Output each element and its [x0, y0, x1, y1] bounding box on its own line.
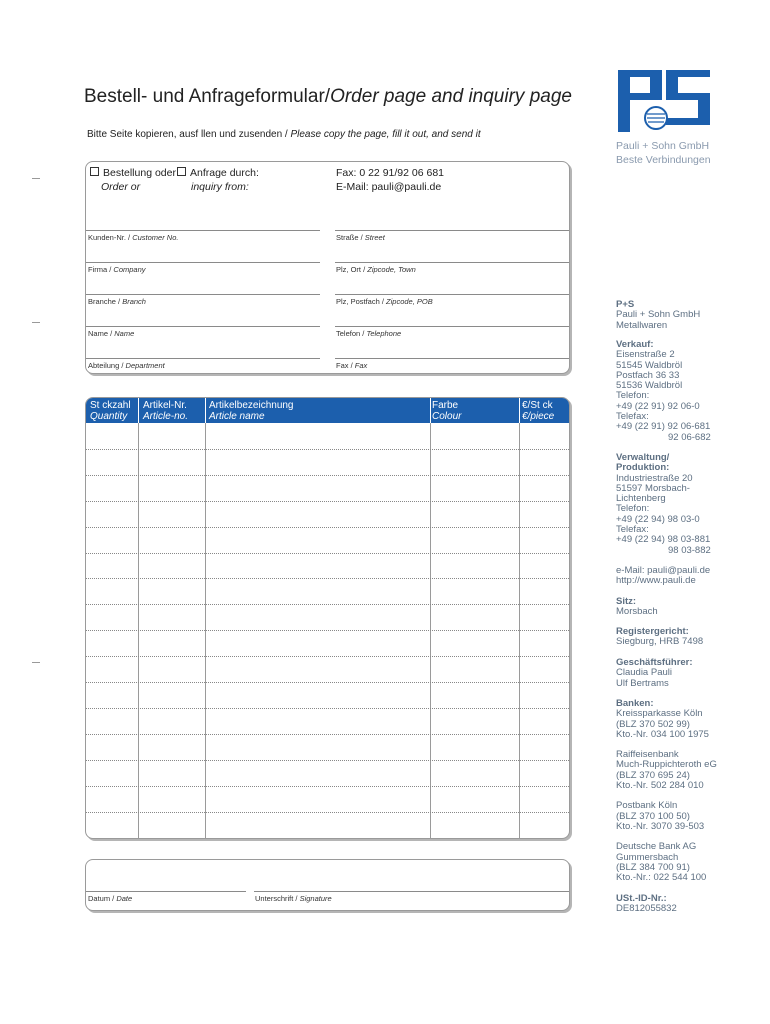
fax-number: Fax: 0 22 91/92 06 681 [336, 167, 444, 179]
sidebar-sales: Verkauf: Eisenstraße 2 51545 Waldbröl Postfach 36 33 51536 Waldbröl Telefon: +49 (22 91) 92 06-0 Telefax: +49 (22 91) 92 06-681 92 06-682 [616, 339, 711, 443]
name-field[interactable] [86, 326, 320, 327]
pob-label: Plz, Postfach / Zipcode, POB [336, 297, 433, 306]
inquiry-option[interactable]: Anfrage durch: [177, 167, 259, 179]
date-label: Datum / Date [88, 894, 133, 903]
pob-field[interactable] [335, 294, 569, 295]
street-label: Straße / Street [336, 233, 385, 242]
table-row[interactable] [86, 708, 569, 709]
department-field[interactable] [86, 358, 320, 359]
sidebar-administration: Verwaltung/ Produktion: Industriestraße 20 51597 Morsbach- Lichtenberg Telefon: +49 (22 94) 98 03-0 Telefax: +49 (22 94) 98 03-881 98 03-882 [616, 452, 711, 556]
table-row[interactable] [86, 812, 569, 813]
header-divider [138, 398, 139, 423]
phone-field[interactable] [335, 326, 569, 327]
name-label: Name / Name [88, 329, 135, 338]
order-label-en: Order or [101, 181, 141, 193]
email-address: E-Mail: pauli@pauli.de [336, 181, 442, 193]
header-divider [205, 398, 206, 423]
contact-panel [85, 161, 570, 374]
order-option[interactable]: Bestellung oder [90, 167, 176, 179]
signature-label: Unterschrift / Signature [255, 894, 332, 903]
header-divider [430, 398, 431, 423]
signature-panel [85, 859, 570, 911]
company-name: Pauli + Sohn GmbH [616, 140, 710, 152]
fax-field[interactable] [335, 358, 569, 359]
branch-label: Branche / Branch [88, 297, 146, 306]
email-link[interactable]: e-Mail: pauli@pauli.de [616, 565, 711, 576]
website-link[interactable]: http://www.pauli.de [616, 575, 696, 587]
fold-mark [32, 178, 40, 179]
date-field[interactable] [86, 891, 246, 892]
sidebar-register: Registergericht: Siegburg, HRB 7498 [616, 626, 704, 648]
company-label: Firma / Company [88, 265, 146, 274]
sidebar-company: P+S Pauli + Sohn GmbH Metallwaren [616, 299, 701, 331]
table-row[interactable] [86, 630, 569, 631]
table-row[interactable] [86, 553, 569, 554]
sidebar-seat: Sitz: Morsbach [616, 596, 658, 618]
column-quantity: St ckzahl Quantity [90, 400, 131, 422]
table-row[interactable] [86, 682, 569, 683]
header-divider [519, 398, 520, 423]
zip-town-field[interactable] [335, 262, 569, 263]
table-row[interactable] [86, 604, 569, 605]
phone-label: Telefon / Telephone [336, 329, 402, 338]
column-article-no: Artikel-Nr. Article-no. [143, 400, 189, 422]
sidebar-banks: Banken: Kreissparkasse Köln (BLZ 370 502 99) Kto.-Nr. 034 100 1975 Raiffeisenbank Much-Ruppichteroth eG (BLZ 370 695 24) Kto.-Nr. 502 284 010 Postbank Köln (BLZ 370 100 50) Kto.-Nr. 3070 39-503 Deutsche Bank AG Gummersbach (BLZ 384 700 91) Kto.-Nr.: 022 544 100 [616, 698, 717, 884]
inquiry-checkbox[interactable] [177, 167, 186, 176]
fax-label: Fax / Fax [336, 361, 368, 370]
table-row[interactable] [86, 760, 569, 761]
company-tagline: Beste Verbindungen [616, 154, 711, 166]
page-title: Bestell- und Anfrageformular/Order page and inquiry page [84, 86, 572, 107]
order-table-header [86, 398, 569, 423]
street-field[interactable] [335, 230, 569, 231]
zip-town-label: Plz, Ort / Zipcode, Town [336, 265, 416, 274]
table-row[interactable] [86, 449, 569, 450]
inquiry-label-en: inquiry from: [191, 181, 249, 193]
table-row[interactable] [86, 578, 569, 579]
table-row[interactable] [86, 734, 569, 735]
table-row[interactable] [86, 501, 569, 502]
fold-mark [32, 662, 40, 663]
table-row[interactable] [86, 656, 569, 657]
table-row[interactable] [86, 527, 569, 528]
sidebar-vat: USt.-ID-Nr.: DE812055832 [616, 893, 677, 915]
sidebar-management: Geschäftsführer: Claudia Pauli Ulf Bertrams [616, 657, 693, 689]
fold-mark [32, 322, 40, 323]
column-article-name: Artikelbezeichnung Article name [209, 400, 294, 422]
column-colour: Farbe Colour [432, 400, 462, 422]
department-label: Abteilung / Department [88, 361, 165, 370]
order-table [85, 397, 570, 839]
column-price: €/St ck €/piece [522, 400, 555, 422]
branch-field[interactable] [86, 294, 320, 295]
table-row[interactable] [86, 786, 569, 787]
instructions: Bitte Seite kopieren, ausf llen und zusenden / Please copy the page, fill it out, and send it [87, 129, 481, 140]
company-field[interactable] [86, 262, 320, 263]
signature-field[interactable] [254, 891, 569, 892]
order-checkbox[interactable] [90, 167, 99, 176]
table-row[interactable] [86, 475, 569, 476]
sidebar-web [616, 566, 710, 587]
customer-no-label: Kunden-Nr. / Customer No. [88, 233, 179, 242]
customer-no-field[interactable] [86, 230, 320, 231]
ps-logo [618, 70, 710, 132]
